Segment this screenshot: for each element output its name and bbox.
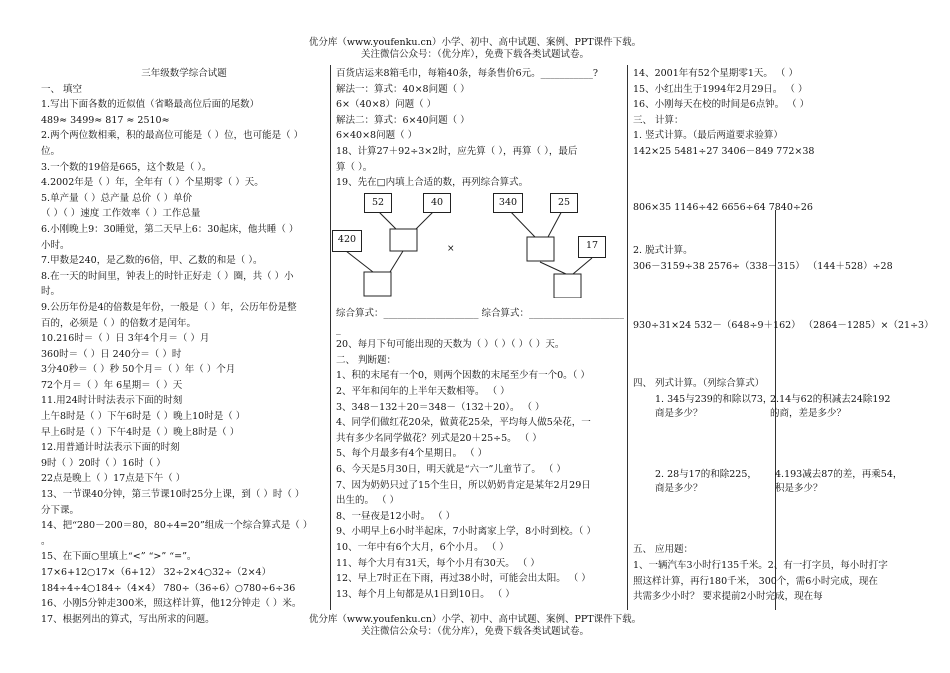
col2_bottom-line: 3、348－132＋20＝348－（132＋20）。 （ ）: [336, 401, 545, 413]
col2_top-line: 6×（40×8）问题（ ）: [336, 99, 437, 111]
col1-line: 360时＝（ ）日 240分＝（ ）时: [41, 348, 182, 360]
multiply-sign: ×: [447, 244, 455, 254]
col1-line: 10.216时＝（ ）日 3年4个月＝（ ）月: [41, 333, 210, 345]
header-line: 关注微信公众号：（优分库），免费下载各类试题试卷。: [360, 49, 589, 60]
col1-line: 17、根据列出的算式，写出所求的问题。: [41, 613, 215, 625]
col1-line: 9.公历年份是4的倍数是年份，一般是（ ）年，公历年份是整: [41, 301, 297, 313]
tree-line: [540, 262, 566, 274]
col2_bottom-line: 10、一年中有6个大月，6个小月。 （ ）: [336, 541, 509, 553]
question-4-4: 4.193减去87的差，再乘54， 积是多少？: [775, 469, 903, 494]
col1-line: 三年级数学综合试题: [141, 68, 227, 79]
col3_top-line: 1. 竖式计算。（最后两道要求验算）: [633, 130, 783, 142]
col1-line: 时。: [41, 286, 61, 298]
col1-line: 分下课。: [41, 504, 80, 516]
col3_top-line: 14、2001年有52个星期零1天。 （ ）: [633, 68, 798, 79]
col2_top-line: 解法二：算式：6×40问题（ ）: [336, 114, 470, 126]
section-4-title: 四、 列式计算。（列综合算式）: [633, 378, 765, 389]
col1-line: 3分40秒＝（ ）秒 50个月＝（ ）年（ ）个月: [41, 364, 236, 376]
tree-box-52: 52: [364, 193, 392, 213]
sec5_lines-line: 1、一辆汽车3小时行135千米。2、有一打字员，每小时打字: [633, 560, 888, 571]
col2_bottom-line: 1、积的末尾有一个0，则两个因数的末尾至少有一个0。（ ）: [336, 370, 590, 382]
col1-line: 3.一个数的19倍是665，这个数是（ ）。: [41, 161, 212, 173]
blank-box[interactable]: [527, 237, 554, 261]
column-left: [41, 66, 327, 627]
tree-box-40: 40: [423, 193, 451, 213]
tree-line: [548, 209, 563, 237]
col2_top-line: 18、计算27＋92÷3×2时，应先算（ ），再算（ ），最后: [336, 145, 578, 157]
col1-line: 184÷4÷4○184÷（4×4） 780÷（36÷6）○780÷6÷36: [41, 582, 296, 594]
blank-box[interactable]: [364, 272, 391, 296]
col2_bottom-line: 12、早上7时正在下雨，再过38小时，可能会出太阳。 （ ）: [336, 573, 591, 585]
sec5_lines-line: 共需多少小时？ 要求提前2小时完成，现在每: [633, 591, 823, 603]
tree-box-420: 420: [332, 230, 362, 252]
col3_top-line: 142×25 5481÷27 3406－849 772×38: [633, 145, 815, 157]
section-5-title: 五、 应用题：: [633, 544, 694, 555]
question-4-2b: 2.14与62的积减去24除192 的商，差是多少？: [770, 394, 891, 419]
col2_top-line: 百货店运来8箱毛巾，每箱40条，每条售价6元。___________?: [336, 68, 599, 79]
section-5-body: [633, 558, 945, 605]
col1-line: 12.用普通计时法表示下面的时刻: [41, 442, 180, 454]
col1-line: 4.2002年是（ ）年，全年有（ ）个星期零（ ）天。: [41, 177, 264, 189]
blank-box[interactable]: [554, 274, 581, 298]
col2_top-line: 19、先在□内填上合适的数，再列综合算式。: [336, 177, 529, 189]
col3_top-line: 15、小红出生于1994年2月29日。 （ ）: [633, 83, 808, 95]
col2_top-line: 解法一：算式：40×8问题（ ）: [336, 83, 470, 95]
col2_bottom-line: 5、每个月最多有4个星期日。 （ ）: [336, 448, 488, 460]
footer-line: 关注微信公众号：（优分库），免费下载各类试题试卷。: [360, 626, 589, 637]
col2_bottom-line: 7、因为奶奶只过了15个生日，所以奶奶肯定是某年2月29日: [336, 479, 591, 491]
blank-box[interactable]: [390, 229, 417, 251]
header-top: [0, 37, 950, 61]
divider-left: [330, 65, 331, 610]
col1-line: 7.甲数是240，是乙数的6倍，甲、乙数的和是（ ）。: [41, 255, 263, 267]
col2_bottom-line: 4、同学们做红花20朵，做黄花25朵，平均每人做5朵花，一: [336, 417, 591, 429]
col1-line: 17×6+12○17×（6+12） 32÷2×4○32÷（2×4）: [41, 567, 272, 578]
tree-box-17: 17: [578, 236, 606, 258]
sec5_lines-line: 照这样计算，再行180千米， 300个，需6小时完成，现在: [633, 575, 878, 587]
calc-subtitle-2: 2. 脱式计算。: [633, 245, 693, 256]
col1-line: （ ）（ ）速度 工作效率（ ）工作总量: [41, 208, 201, 220]
question-4-2: 2. 28与17的和除225， 商是多少？: [655, 469, 757, 494]
col1-line: 72个月＝（ ）年 6星期＝（ ）天: [41, 379, 183, 391]
col2_bottom-line: 2、平年和闰年的上半年天数相等。 （ ）: [336, 385, 510, 397]
column-middle-top: [336, 66, 624, 191]
divider-right: [627, 65, 628, 610]
tree-line: [346, 251, 373, 272]
col2_bottom-line: 11、每个大月有31天，每个小月有30天。 （ ）: [336, 557, 540, 569]
col2_bottom-line: 8、一昼夜是12小时。 （ ）: [336, 510, 456, 522]
column-middle-bottom: [336, 306, 624, 602]
tree-line: [390, 251, 403, 272]
col1-line: 13、一节课40分钟，第三节课10时25分上课，到（ ）时（ ）: [41, 489, 305, 501]
col1-line: 。: [41, 535, 51, 547]
tree-box-25: 25: [550, 193, 578, 213]
col1-line: 16、小刚5分钟走300米，照这样计算，他12分钟走（ ）米。: [41, 598, 302, 610]
col3_top-line: 三、 计算：: [633, 114, 684, 126]
col2_bottom-line: 综合算式：____________________ 综合算式：____________________: [336, 308, 624, 319]
col1-line: 早上6时是（ ）下午4时是（ ）晚上8时是（ ）: [41, 426, 240, 438]
tree-line: [573, 258, 592, 274]
col2_bottom-line: 9、小明早上6小时半起床，7小时离家上学，8小时到校。（ ）: [336, 526, 596, 538]
calc-row-3: 306－3159÷38 2576÷（338－315） （144＋528）÷28: [633, 261, 893, 272]
col1-line: 22点是晚上（ ）17点是下午（ ）: [41, 473, 186, 485]
column-right-top: [633, 66, 943, 160]
question-4-1: 1. 345与239的和除以73， 商是多少？: [655, 394, 773, 419]
col1-line: 百的，必须是（ ）的倍数才是闰年。: [41, 317, 197, 329]
calc-row-4: 930÷31×24 532－（648÷9＋162） （2864－1285）×（21÷3）: [633, 320, 934, 331]
col2_bottom-line: 共有多少名同学做花？列式是20＋25÷5。 （ ）: [336, 432, 542, 444]
col2_bottom-line: 13、每个月上旬都是从1日到10日。 （ ）: [336, 588, 515, 600]
col2_top-line: 6×40×8问题（ ）: [336, 130, 418, 142]
tree-line: [508, 209, 535, 237]
header-line: 优分库（www.youfenku.cn）小学、初中、高中试题、案例、PPT课件下载。: [308, 37, 642, 48]
col1-line: 上午8时是（ ）下午6时是（ ）晚上10时是（ ）: [41, 411, 246, 423]
col3_top-line: 16、小刚每天在校的时间是6点钟。 （ ）: [633, 99, 810, 111]
col1-line: 1.写出下面各数的近似值（省略最高位后面的尾数）: [41, 99, 260, 111]
calc-row-2: 806×35 1146÷42 6656÷64 7840÷26: [633, 202, 813, 213]
col1-line: 14、把“280－200＝80，80÷4=20”组成一个综合算式是（ ）: [41, 520, 313, 532]
col1-line: 一、 填空: [41, 83, 83, 95]
col2_bottom-line: 出生的。 （ ）: [336, 495, 400, 507]
footer-line: 优分库（www.youfenku.cn）小学、初中、高中试题、案例、PPT课件下载。: [308, 614, 642, 625]
col1-line: 位。: [41, 145, 61, 157]
col1-line: 小时。: [41, 239, 70, 251]
col1-line: 15、在下面○里填上“<” “>” “=”。: [41, 551, 197, 563]
col1-line: 489≈ 3499≈ 817 ≈ 2510≈: [41, 114, 170, 126]
col1-line: 9时（ ）20时（ ）16时（ ）: [41, 457, 166, 469]
col2_bottom-line: 20、每月下旬可能出现的天数为（ ）（ ）（ ）（ ）天。: [336, 339, 565, 351]
col1-line: 8.在一天的时间里，钟表上的时针正好走（ ）圈，共（ ）小: [41, 270, 294, 282]
col1-line: 5.单产量（ ）总产量 总价（ ）单价: [41, 192, 193, 204]
tree-box-340: 340: [493, 193, 523, 213]
col2_bottom-line: 二、 判断题：: [336, 354, 397, 366]
col2_top-line: 算（ ）。: [336, 161, 373, 173]
col2_bottom-line: 6、今天是5月30日，明天就是“六一”儿童节了。 （ ）: [336, 463, 566, 475]
col1-line: 11.用24时计时法表示下面的时刻: [41, 395, 183, 407]
col1-line: 6.小刚晚上9：30睡觉，第二天早上6：30起床，他共睡（ ）: [41, 223, 299, 235]
col1-line: 2.两个两位数相乘，积的最高位可能是（ ）位，也可能是（ ）: [41, 130, 304, 142]
col2_bottom-line: _: [336, 323, 341, 335]
